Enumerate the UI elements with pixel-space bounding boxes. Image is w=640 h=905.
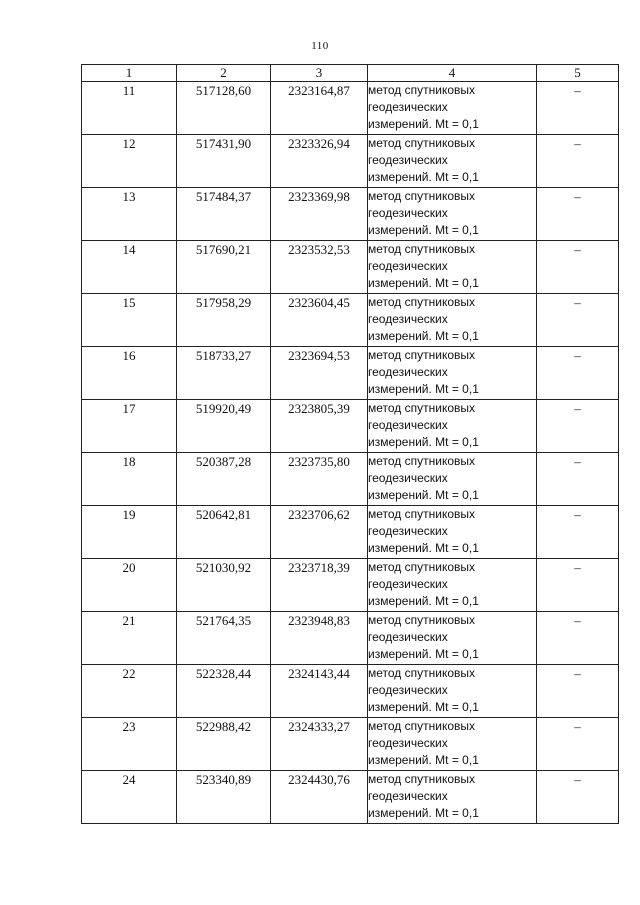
point-number: 13: [82, 188, 177, 241]
header-col-5: 5: [537, 65, 619, 82]
method-line: геодезических: [368, 736, 448, 750]
method-description: [368, 188, 537, 241]
coordinate-x: 519920,49: [177, 400, 271, 453]
coordinate-y: 2323706,62: [271, 506, 368, 559]
coordinate-y: 2324143,44: [271, 665, 368, 718]
point-number: 17: [82, 400, 177, 453]
table-row: [82, 241, 619, 294]
coordinate-y: 2324333,27: [271, 718, 368, 771]
note-dash: –: [537, 771, 619, 824]
point-number: 15: [82, 294, 177, 347]
method-line: метод спутниковых: [368, 613, 476, 627]
coordinate-x: 522328,44: [177, 665, 271, 718]
header-row: [82, 65, 619, 82]
method-description: [368, 82, 537, 135]
point-number: 20: [82, 559, 177, 612]
method-line: геодезических: [368, 206, 448, 220]
method-description: [368, 400, 537, 453]
method-line: измерений. Mt = 0,1: [368, 541, 479, 555]
method-description: [368, 135, 537, 188]
table-row: [82, 347, 619, 400]
method-line: геодезических: [368, 683, 448, 697]
coordinate-y: 2323805,39: [271, 400, 368, 453]
method-description: [368, 559, 537, 612]
method-line: измерений. Mt = 0,1: [368, 753, 479, 767]
point-number: 22: [82, 665, 177, 718]
note-dash: –: [537, 453, 619, 506]
method-line: метод спутниковых: [368, 507, 476, 521]
coordinate-y: 2323326,94: [271, 135, 368, 188]
method-line: метод спутниковых: [368, 242, 476, 256]
method-line: геодезических: [368, 259, 448, 273]
method-line: метод спутниковых: [368, 666, 476, 680]
method-line: геодезических: [368, 418, 448, 432]
table-row: [82, 453, 619, 506]
page-number: 110: [311, 40, 329, 52]
coordinate-x: 517431,90: [177, 135, 271, 188]
method-line: измерений. Mt = 0,1: [368, 435, 479, 449]
method-line: геодезических: [368, 312, 448, 326]
method-line: геодезических: [368, 524, 448, 538]
method-line: метод спутниковых: [368, 772, 476, 786]
method-line: метод спутниковых: [368, 189, 476, 203]
table-row: [82, 188, 619, 241]
coordinate-x: 517484,37: [177, 188, 271, 241]
method-line: измерений. Mt = 0,1: [368, 170, 479, 184]
header-col-1: 1: [82, 65, 177, 82]
coordinate-y: 2323718,39: [271, 559, 368, 612]
note-dash: –: [537, 188, 619, 241]
method-line: измерений. Mt = 0,1: [368, 488, 479, 502]
method-line: измерений. Mt = 0,1: [368, 594, 479, 608]
note-dash: –: [537, 612, 619, 665]
method-description: [368, 718, 537, 771]
table-row: [82, 82, 619, 135]
header-col-3: 3: [271, 65, 368, 82]
point-number: 21: [82, 612, 177, 665]
table-row: [82, 400, 619, 453]
method-description: [368, 771, 537, 824]
method-line: измерений. Mt = 0,1: [368, 700, 479, 714]
method-line: измерений. Mt = 0,1: [368, 329, 479, 343]
header-col-4: 4: [368, 65, 537, 82]
table-row: [82, 506, 619, 559]
coordinate-y: 2323694,53: [271, 347, 368, 400]
table-header: [82, 65, 619, 82]
coordinate-y: 2323735,80: [271, 453, 368, 506]
coordinate-x: 523340,89: [177, 771, 271, 824]
note-dash: –: [537, 506, 619, 559]
method-line: измерений. Mt = 0,1: [368, 276, 479, 290]
coordinates-table: [81, 64, 619, 824]
method-line: метод спутниковых: [368, 295, 476, 309]
method-line: геодезических: [368, 471, 448, 485]
method-line: геодезических: [368, 100, 448, 114]
table-row: [82, 135, 619, 188]
table-row: [82, 612, 619, 665]
method-line: геодезических: [368, 630, 448, 644]
coordinate-y: 2323164,87: [271, 82, 368, 135]
method-description: [368, 241, 537, 294]
coordinate-x: 517690,21: [177, 241, 271, 294]
method-line: геодезических: [368, 577, 448, 591]
table-row: [82, 559, 619, 612]
note-dash: –: [537, 347, 619, 400]
point-number: 12: [82, 135, 177, 188]
method-line: метод спутниковых: [368, 454, 476, 468]
point-number: 11: [82, 82, 177, 135]
note-dash: –: [537, 135, 619, 188]
coordinate-x: 521764,35: [177, 612, 271, 665]
method-line: геодезических: [368, 153, 448, 167]
method-line: метод спутниковых: [368, 136, 476, 150]
method-line: метод спутниковых: [368, 83, 476, 97]
note-dash: –: [537, 241, 619, 294]
point-number: 16: [82, 347, 177, 400]
coordinate-y: 2324430,76: [271, 771, 368, 824]
point-number: 19: [82, 506, 177, 559]
method-line: метод спутниковых: [368, 560, 476, 574]
coordinate-x: 522988,42: [177, 718, 271, 771]
note-dash: –: [537, 665, 619, 718]
coordinate-y: 2323604,45: [271, 294, 368, 347]
note-dash: –: [537, 718, 619, 771]
coordinate-x: 518733,27: [177, 347, 271, 400]
note-dash: –: [537, 559, 619, 612]
coordinate-x: 520387,28: [177, 453, 271, 506]
table-row: [82, 665, 619, 718]
coordinate-y: 2323532,53: [271, 241, 368, 294]
method-line: метод спутниковых: [368, 719, 476, 733]
table-row: [82, 294, 619, 347]
method-description: [368, 665, 537, 718]
method-line: измерений. Mt = 0,1: [368, 806, 479, 820]
method-line: геодезических: [368, 789, 448, 803]
coordinate-y: 2323948,83: [271, 612, 368, 665]
table-body: [82, 82, 619, 824]
method-description: [368, 506, 537, 559]
method-line: измерений. Mt = 0,1: [368, 117, 479, 131]
coordinate-x: 517958,29: [177, 294, 271, 347]
header-col-2: 2: [177, 65, 271, 82]
method-description: [368, 612, 537, 665]
method-line: метод спутниковых: [368, 348, 476, 362]
note-dash: –: [537, 400, 619, 453]
table-row: [82, 771, 619, 824]
point-number: 14: [82, 241, 177, 294]
point-number: 24: [82, 771, 177, 824]
point-number: 18: [82, 453, 177, 506]
method-line: геодезических: [368, 365, 448, 379]
method-line: измерений. Mt = 0,1: [368, 223, 479, 237]
method-line: измерений. Mt = 0,1: [368, 647, 479, 661]
coordinate-x: 521030,92: [177, 559, 271, 612]
coordinate-x: 517128,60: [177, 82, 271, 135]
note-dash: –: [537, 82, 619, 135]
coordinate-y: 2323369,98: [271, 188, 368, 241]
method-line: метод спутниковых: [368, 401, 476, 415]
coordinate-x: 520642,81: [177, 506, 271, 559]
method-line: измерений. Mt = 0,1: [368, 382, 479, 396]
method-description: [368, 294, 537, 347]
note-dash: –: [537, 294, 619, 347]
method-description: [368, 347, 537, 400]
point-number: 23: [82, 718, 177, 771]
table-row: [82, 718, 619, 771]
method-description: [368, 453, 537, 506]
